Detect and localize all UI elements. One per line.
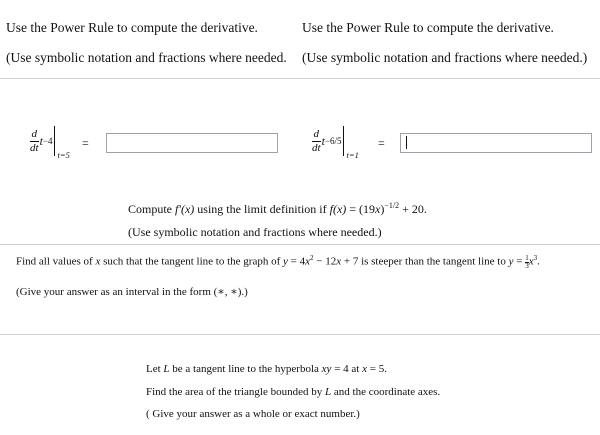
- problem4-statement: Find all values of x such that the tangent line to the graph of $y = 4x^2 - 12x + 7$ is steeper than the tangent line to y = $\frac{1}{3}x^3$.: [16, 253, 540, 270]
- section-divider-middle: [0, 244, 600, 245]
- problem4-note: (Give your answer as an interval in the form (∗, ∗).): [16, 286, 248, 298]
- variable: t: [39, 133, 43, 148]
- variable: t: [321, 133, 325, 148]
- problem2-answer-input[interactable]: [400, 133, 592, 153]
- exponent: −6/5: [324, 136, 342, 146]
- section-divider-bottom: [0, 334, 600, 335]
- problem1-title: Use the Power Rule to compute the derivative.: [6, 20, 258, 35]
- section-divider-top: [0, 78, 600, 79]
- problem5-note: ( Give your answer as a whole or exact number.): [146, 408, 360, 420]
- problem5-line2: Find the area of the triangle bounded by L and the coordinate axes.: [146, 386, 441, 398]
- problem3-statement: Compute f′(x) using the limit definition if $f(x) = (19x)^{-1/2} + 20$.: [128, 201, 427, 216]
- problem1-answer-input[interactable]: [106, 133, 278, 153]
- problem2-title: Use the Power Rule to compute the derivative.: [302, 20, 554, 35]
- evaluation-bar: t=1: [343, 126, 344, 156]
- problem2-expression: [312, 126, 359, 160]
- problem1-equals: =: [82, 136, 89, 150]
- problem1-note: (Use symbolic notation and fractions where needed.: [6, 50, 287, 65]
- derivative-operator: $\frac{d}{dt}$: [312, 127, 321, 154]
- exponent: −4: [42, 136, 53, 146]
- problem2-equals: =: [378, 136, 385, 150]
- problem1-expression: [30, 126, 70, 160]
- fraction-one-third: $\frac{1}{3}$: [525, 253, 529, 270]
- text-cursor: [406, 136, 407, 149]
- problem2-note: (Use symbolic notation and fractions where needed.): [302, 50, 588, 65]
- problem5-line1: Let L be a tangent line to the hyperbola xy = 4 at x = 5.: [146, 363, 387, 375]
- evaluation-bar: t=5: [54, 126, 55, 156]
- derivative-operator: $\frac{d}{dt}$: [30, 127, 39, 154]
- problem3-note: (Use symbolic notation and fractions where needed.): [128, 225, 382, 239]
